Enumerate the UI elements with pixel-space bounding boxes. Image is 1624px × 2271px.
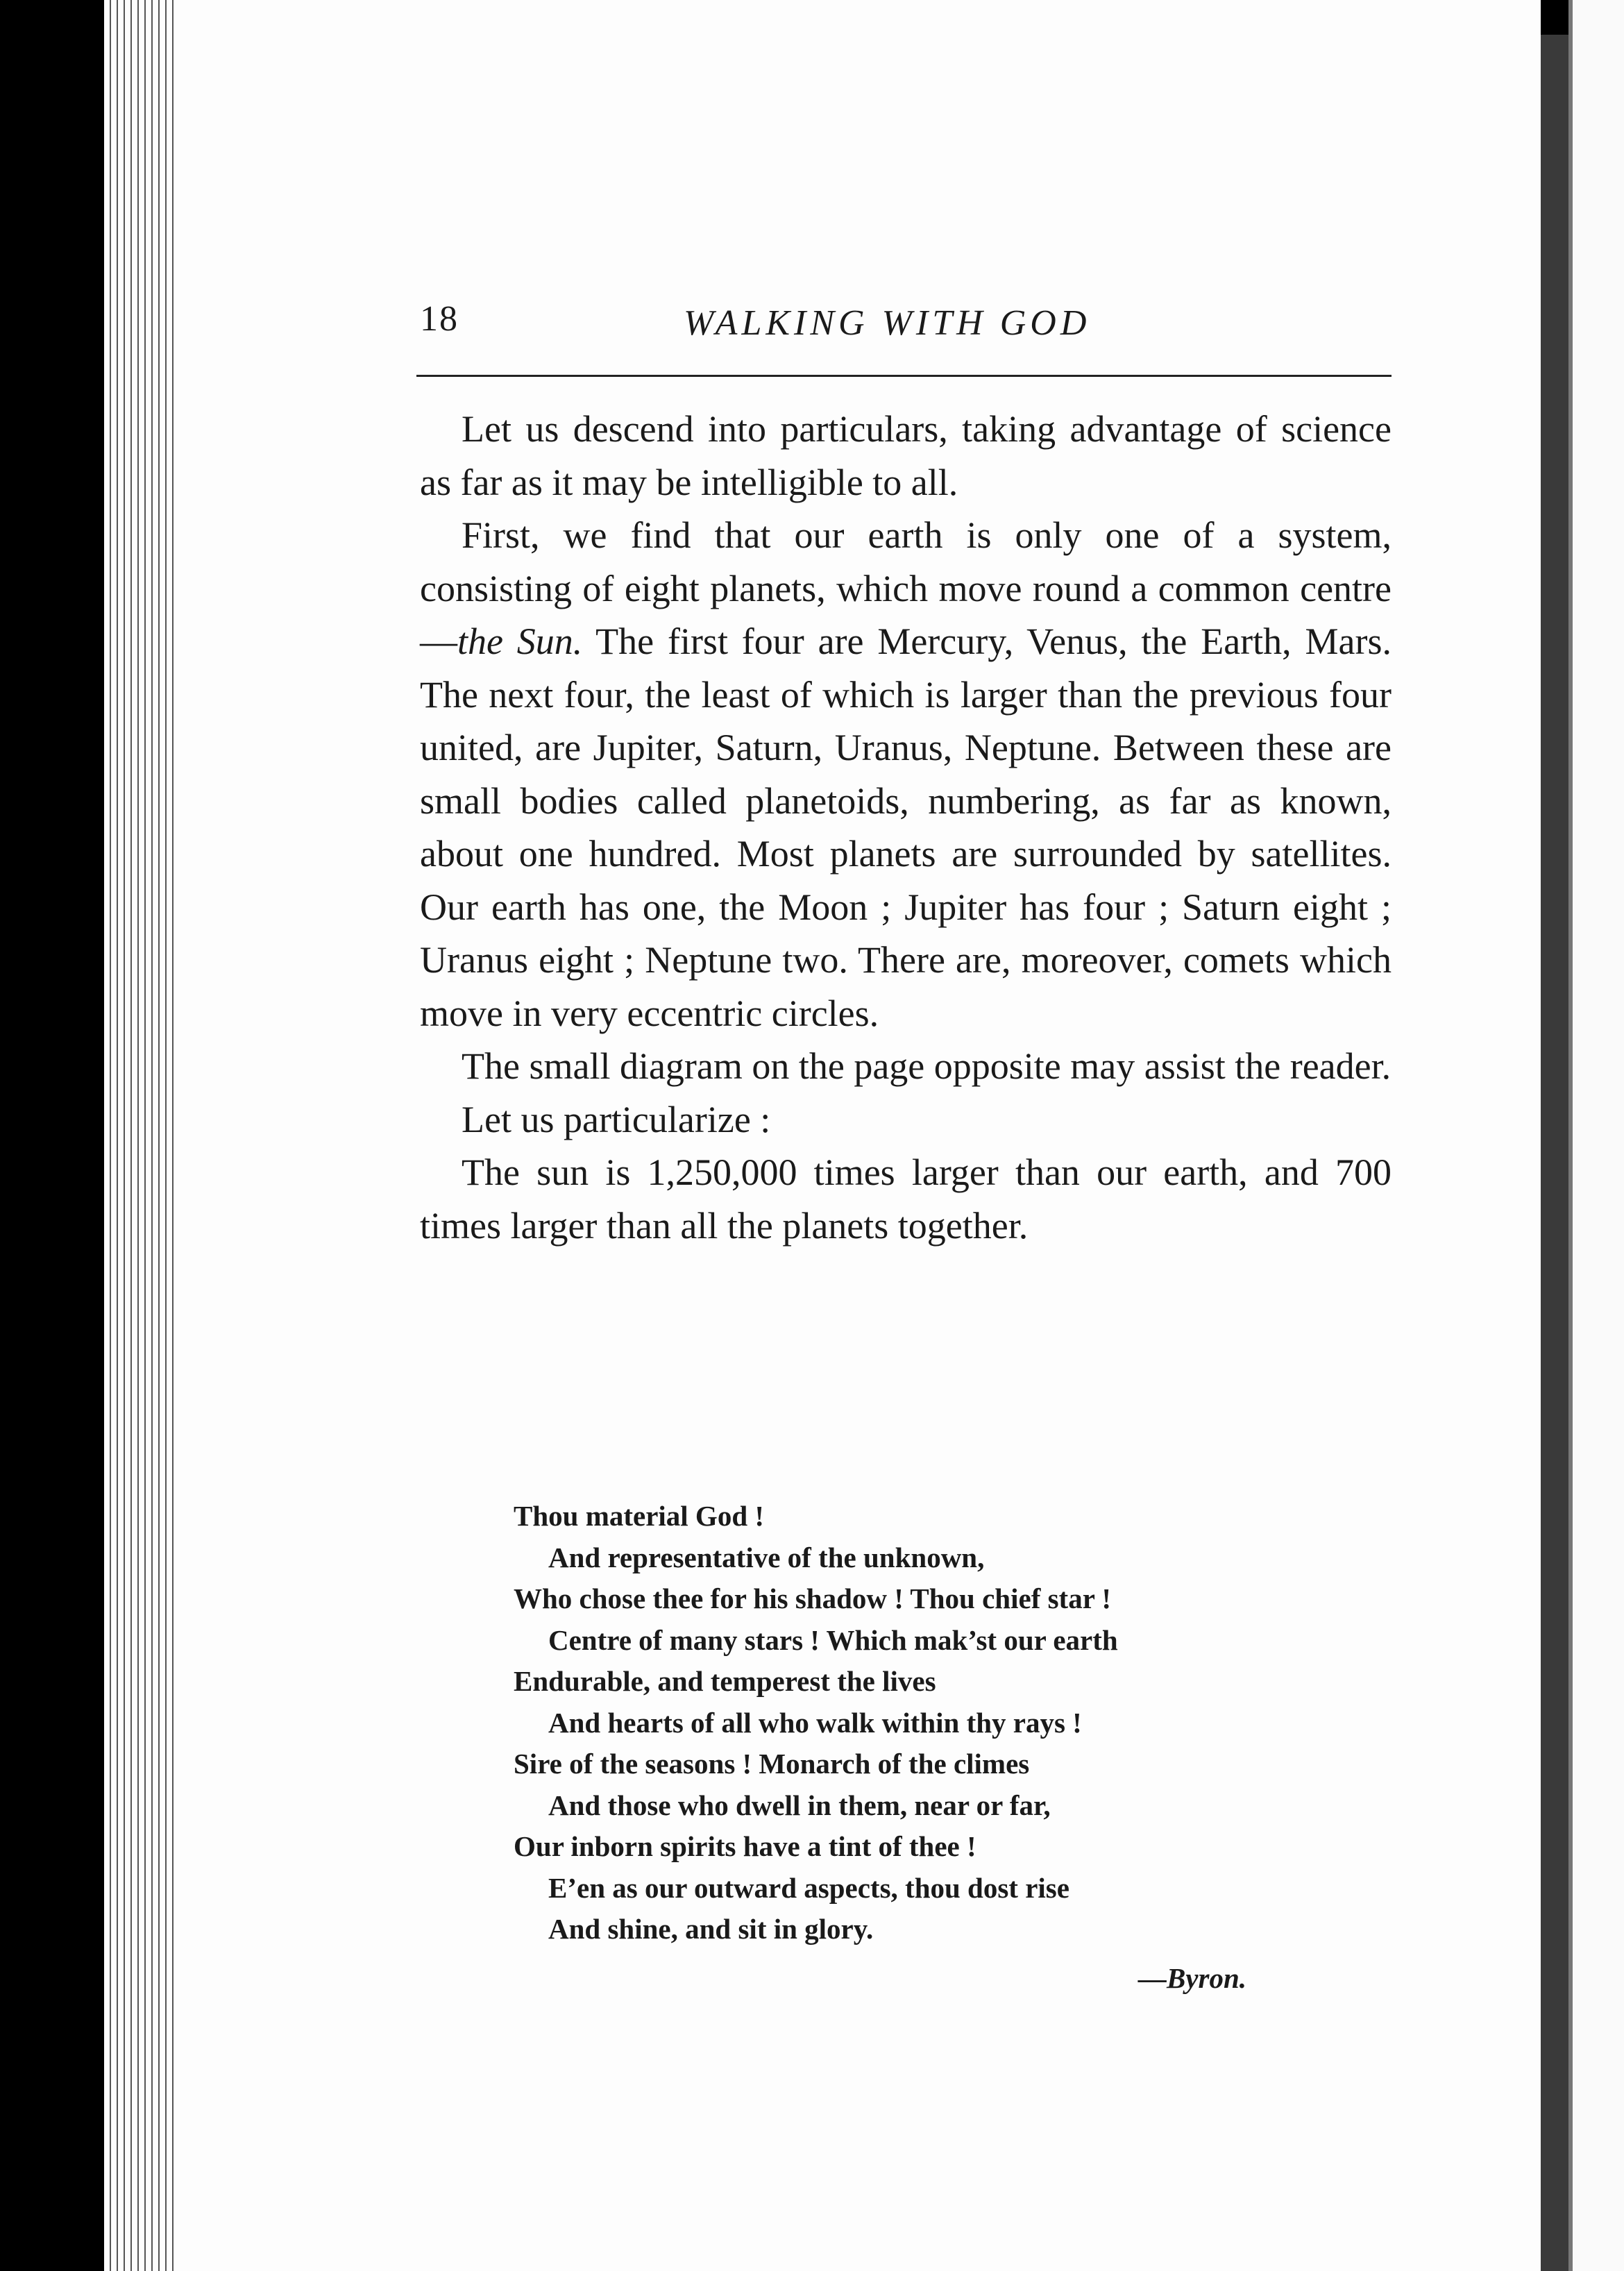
paragraph-text: First, we find that our earth is only one of a system, consisting of eight planets, which move round a common centre—: [420, 514, 1392, 662]
opposite-page-edge: [1568, 0, 1624, 2271]
emphasis-the-sun: the Sun.: [457, 620, 583, 662]
poem-line: Thou material God !: [514, 1500, 765, 1532]
poem-line: Our inborn spirits have a tint of thee !: [514, 1830, 976, 1862]
paragraph: [420, 509, 1392, 1040]
paragraph: The small diagram on the page opposite may assist the reader.: [462, 1045, 1392, 1087]
book-spine: [1541, 35, 1568, 2271]
poem-line: Centre of many stars ! Which mak’st our earth: [548, 1623, 1118, 1656]
paragraph-text: The first four are Mercury, Venus, the Earth, Mars. The next four, the least of which is larger than the previous four united, are Jupiter, Saturn, Uranus, Neptune. Between these are small bodies called planetoids, numbering, as far as known, about one hundred. Most planets are surrounded by satellites. Our earth has one, the Moon ; Jupiter has four ; Saturn eight ; Uranus eight ; Neptune two. There are, moreover, comets which move in very eccentric circles.: [420, 620, 1392, 1034]
poem-attribution: —Byron.: [1138, 1962, 1247, 1994]
header-rule: [416, 375, 1392, 377]
poem-line: And hearts of all who walk within thy rays !: [548, 1706, 1082, 1739]
paragraph: The sun is 1,250,000 times larger than our earth, and 700 times larger than all the planets together.: [420, 1151, 1392, 1247]
poem-line: And shine, and sit in glory.: [548, 1913, 874, 1945]
body-text: [420, 403, 1392, 1252]
poem-line: And those who dwell in them, near or far,: [548, 1789, 1051, 1821]
poem-line: E’en as our outward aspects, thou dost rise: [548, 1871, 1069, 1904]
running-title: WALKING WITH GOD: [684, 303, 1091, 343]
poem-quotation: [514, 1496, 1333, 1950]
poem-line: Endurable, and temperest the lives: [514, 1665, 936, 1697]
poem-line: Sire of the seasons ! Monarch of the climes: [514, 1748, 1030, 1780]
paragraph: Let us descend into particulars, taking advantage of science as far as it may be intelligible to all.: [420, 408, 1392, 503]
page-edges: [104, 0, 174, 2271]
poem-line: Who chose thee for his shadow ! Thou chief star !: [514, 1582, 1112, 1614]
paragraph: Let us particularize :: [462, 1098, 771, 1140]
poem-line: And representative of the unknown,: [548, 1541, 985, 1573]
page-number: 18: [420, 299, 459, 339]
page-header: [420, 298, 1392, 354]
